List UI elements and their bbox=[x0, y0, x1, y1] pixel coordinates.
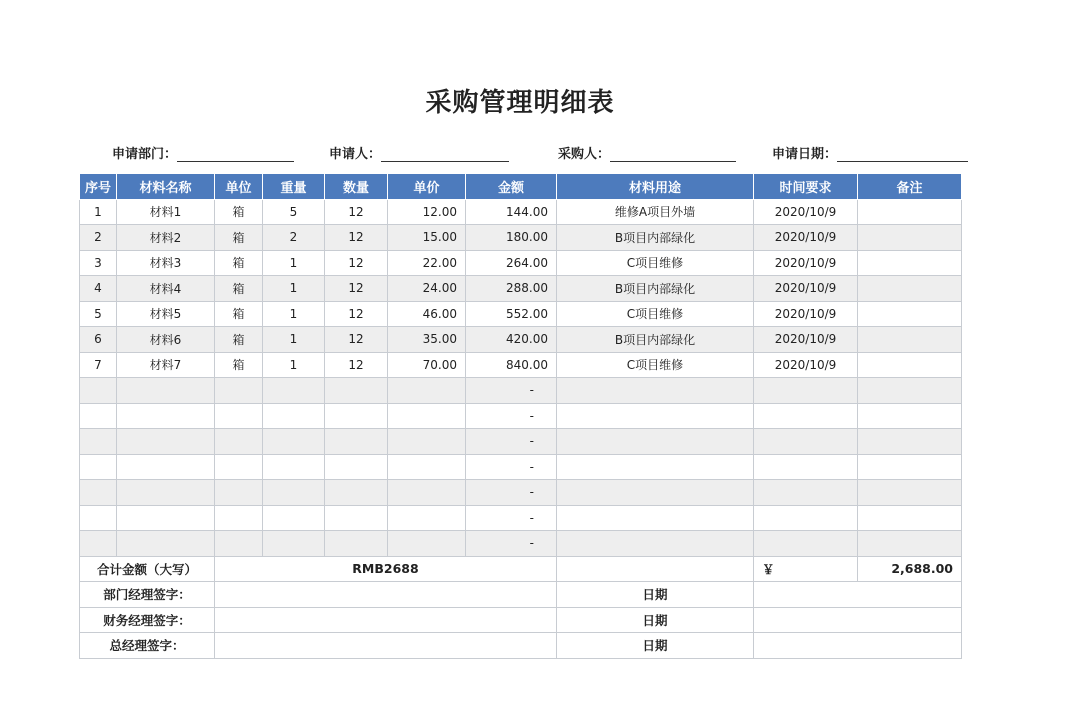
cell-material-name[interactable]: 材料5 bbox=[117, 301, 215, 327]
signature-label: 总经理签字： bbox=[80, 633, 215, 659]
cell-amount[interactable]: - bbox=[466, 454, 557, 480]
cell-amount[interactable]: 144.00 bbox=[466, 199, 557, 225]
cell-weight[interactable]: 1 bbox=[263, 250, 325, 276]
table-row bbox=[80, 327, 962, 353]
applicant-field[interactable] bbox=[329, 143, 509, 162]
signature-label: 财务经理签字： bbox=[80, 607, 215, 633]
cell-quantity[interactable]: 12 bbox=[325, 276, 388, 302]
cell-deadline[interactable]: 2020/10/9 bbox=[754, 352, 858, 378]
cell-quantity[interactable] bbox=[325, 429, 388, 455]
cell-unit[interactable]: 箱 bbox=[215, 250, 263, 276]
signature-row bbox=[80, 607, 962, 633]
cell-unit[interactable] bbox=[215, 403, 263, 429]
cell-unit-price[interactable] bbox=[388, 480, 466, 506]
cell-remarks[interactable] bbox=[858, 378, 962, 404]
cell-index[interactable] bbox=[80, 531, 117, 557]
cell-index[interactable]: 2 bbox=[80, 225, 117, 251]
cell-unit-price[interactable]: 15.00 bbox=[388, 225, 466, 251]
signature-row bbox=[80, 582, 962, 608]
cell-material-name[interactable]: 材料2 bbox=[117, 225, 215, 251]
cell-unit-price[interactable]: 22.00 bbox=[388, 250, 466, 276]
cell-deadline[interactable] bbox=[754, 429, 858, 455]
header-unit: 单位 bbox=[215, 174, 263, 200]
cell-deadline[interactable]: 2020/10/9 bbox=[754, 327, 858, 353]
cell-quantity[interactable] bbox=[325, 454, 388, 480]
table-row bbox=[80, 480, 962, 506]
cell-amount[interactable]: 288.00 bbox=[466, 276, 557, 302]
cell-unit-price[interactable] bbox=[388, 531, 466, 557]
cell-remarks[interactable] bbox=[858, 403, 962, 429]
cell-unit[interactable] bbox=[215, 480, 263, 506]
header-remarks: 备注 bbox=[858, 174, 962, 200]
table-row bbox=[80, 429, 962, 455]
cell-unit-price[interactable]: 35.00 bbox=[388, 327, 466, 353]
cell-material-name[interactable] bbox=[117, 403, 215, 429]
cell-purpose[interactable] bbox=[557, 480, 754, 506]
cell-purpose[interactable]: B项目内部绿化 bbox=[557, 225, 754, 251]
currency-symbol: ￥ bbox=[754, 556, 858, 582]
cell-unit-price[interactable]: 46.00 bbox=[388, 301, 466, 327]
cell-amount[interactable]: - bbox=[466, 480, 557, 506]
cell-remarks[interactable] bbox=[858, 250, 962, 276]
cell-purpose[interactable] bbox=[557, 454, 754, 480]
cell-material-name[interactable]: 材料7 bbox=[117, 352, 215, 378]
cell-purpose[interactable]: C项目维修 bbox=[557, 301, 754, 327]
header-material-name: 材料名称 bbox=[117, 174, 215, 200]
cell-remarks[interactable] bbox=[858, 301, 962, 327]
cell-purpose[interactable]: C项目维修 bbox=[557, 352, 754, 378]
table-row bbox=[80, 276, 962, 302]
cell-material-name[interactable] bbox=[117, 378, 215, 404]
cell-index[interactable]: 7 bbox=[80, 352, 117, 378]
cell-material-name[interactable]: 材料3 bbox=[117, 250, 215, 276]
signature-field[interactable] bbox=[215, 582, 557, 608]
cell-quantity[interactable] bbox=[325, 505, 388, 531]
cell-deadline[interactable]: 2020/10/9 bbox=[754, 250, 858, 276]
header-index: 序号 bbox=[80, 174, 117, 200]
table-row bbox=[80, 225, 962, 251]
cell-unit-price[interactable] bbox=[388, 505, 466, 531]
header-unit-price: 单价 bbox=[388, 174, 466, 200]
table-row bbox=[80, 454, 962, 480]
cell-quantity[interactable]: 12 bbox=[325, 225, 388, 251]
table-row bbox=[80, 403, 962, 429]
header-deadline: 时间要求 bbox=[754, 174, 858, 200]
cell-quantity[interactable]: 12 bbox=[325, 301, 388, 327]
header-purpose: 材料用途 bbox=[557, 174, 754, 200]
cell-amount[interactable]: - bbox=[466, 378, 557, 404]
cell-quantity[interactable]: 12 bbox=[325, 250, 388, 276]
cell-material-name[interactable]: 材料4 bbox=[117, 276, 215, 302]
cell-purpose[interactable] bbox=[557, 403, 754, 429]
table-row bbox=[80, 531, 962, 557]
cell-deadline[interactable]: 2020/10/9 bbox=[754, 276, 858, 302]
cell-remarks[interactable] bbox=[858, 199, 962, 225]
cell-weight[interactable] bbox=[263, 505, 325, 531]
cell-index[interactable] bbox=[80, 454, 117, 480]
cell-weight[interactable] bbox=[263, 480, 325, 506]
applicant-blank[interactable] bbox=[381, 147, 509, 162]
cell-purpose[interactable]: C项目维修 bbox=[557, 250, 754, 276]
cell-unit-price[interactable] bbox=[388, 429, 466, 455]
cell-weight[interactable] bbox=[263, 429, 325, 455]
cell-material-name[interactable]: 材料6 bbox=[117, 327, 215, 353]
applicant-label: 申请人： bbox=[329, 147, 382, 162]
cell-index[interactable] bbox=[80, 378, 117, 404]
date-field[interactable] bbox=[772, 143, 968, 162]
cell-amount[interactable]: - bbox=[466, 429, 557, 455]
cell-unit[interactable] bbox=[215, 378, 263, 404]
cell-index[interactable] bbox=[80, 480, 117, 506]
cell-quantity[interactable]: 12 bbox=[325, 352, 388, 378]
header-amount: 金额 bbox=[466, 174, 557, 200]
cell-unit[interactable]: 箱 bbox=[215, 276, 263, 302]
table-row bbox=[80, 301, 962, 327]
cell-remarks[interactable] bbox=[858, 352, 962, 378]
total-label: 合计金额（大写） bbox=[80, 556, 215, 582]
cell-unit[interactable]: 箱 bbox=[215, 352, 263, 378]
cell-amount[interactable]: - bbox=[466, 531, 557, 557]
cell-weight[interactable]: 1 bbox=[263, 327, 325, 353]
table-row bbox=[80, 378, 962, 404]
cell-material-name[interactable] bbox=[117, 505, 215, 531]
cell-unit[interactable]: 箱 bbox=[215, 301, 263, 327]
signature-date-label: 日期 bbox=[557, 582, 754, 608]
cell-remarks[interactable] bbox=[858, 429, 962, 455]
cell-purpose[interactable]: B项目内部绿化 bbox=[557, 327, 754, 353]
table-header-row bbox=[80, 174, 962, 200]
cell-remarks[interactable] bbox=[858, 480, 962, 506]
cell-remarks[interactable] bbox=[858, 505, 962, 531]
cell-index[interactable]: 6 bbox=[80, 327, 117, 353]
header-quantity: 数量 bbox=[325, 174, 388, 200]
cell-weight[interactable]: 1 bbox=[263, 301, 325, 327]
cell-unit-price[interactable] bbox=[388, 454, 466, 480]
cell-deadline[interactable] bbox=[754, 403, 858, 429]
cell-unit[interactable]: 箱 bbox=[215, 327, 263, 353]
dept-field[interactable] bbox=[112, 143, 294, 162]
table-row bbox=[80, 352, 962, 378]
cell-material-name[interactable] bbox=[117, 454, 215, 480]
cell-remarks[interactable] bbox=[858, 276, 962, 302]
total-words[interactable]: RMB2688 bbox=[215, 556, 557, 582]
cell-unit[interactable] bbox=[215, 429, 263, 455]
cell-amount[interactable]: 840.00 bbox=[466, 352, 557, 378]
cell-unit-price[interactable]: 24.00 bbox=[388, 276, 466, 302]
cell-weight[interactable] bbox=[263, 378, 325, 404]
cell-purpose[interactable] bbox=[557, 429, 754, 455]
cell-deadline[interactable] bbox=[754, 505, 858, 531]
table-row bbox=[80, 505, 962, 531]
cell-unit[interactable]: 箱 bbox=[215, 199, 263, 225]
date-blank[interactable] bbox=[837, 147, 968, 162]
cell-amount[interactable]: - bbox=[466, 403, 557, 429]
cell-weight[interactable]: 1 bbox=[263, 352, 325, 378]
cell-weight[interactable]: 2 bbox=[263, 225, 325, 251]
cell-unit[interactable] bbox=[215, 531, 263, 557]
cell-weight[interactable] bbox=[263, 454, 325, 480]
cell-weight[interactable]: 1 bbox=[263, 276, 325, 302]
cell-weight[interactable] bbox=[263, 531, 325, 557]
cell-material-name[interactable]: 材料1 bbox=[117, 199, 215, 225]
total-spacer bbox=[557, 556, 754, 582]
buyer-field[interactable] bbox=[558, 143, 736, 162]
signature-date-field[interactable] bbox=[754, 582, 962, 608]
cell-index[interactable]: 4 bbox=[80, 276, 117, 302]
cell-quantity[interactable] bbox=[325, 531, 388, 557]
cell-quantity[interactable] bbox=[325, 480, 388, 506]
cell-deadline[interactable] bbox=[754, 378, 858, 404]
cell-unit-price[interactable]: 12.00 bbox=[388, 199, 466, 225]
signature-date-label: 日期 bbox=[557, 633, 754, 659]
cell-remarks[interactable] bbox=[858, 225, 962, 251]
cell-index[interactable] bbox=[80, 429, 117, 455]
header-weight: 重量 bbox=[263, 174, 325, 200]
cell-index[interactable]: 3 bbox=[80, 250, 117, 276]
cell-amount[interactable]: 180.00 bbox=[466, 225, 557, 251]
signature-field[interactable] bbox=[215, 633, 557, 659]
cell-deadline[interactable]: 2020/10/9 bbox=[754, 301, 858, 327]
cell-deadline[interactable]: 2020/10/9 bbox=[754, 199, 858, 225]
cell-amount[interactable]: 420.00 bbox=[466, 327, 557, 353]
cell-weight[interactable] bbox=[263, 403, 325, 429]
cell-material-name[interactable] bbox=[117, 480, 215, 506]
cell-purpose[interactable] bbox=[557, 505, 754, 531]
cell-amount[interactable]: - bbox=[466, 505, 557, 531]
signature-row bbox=[80, 633, 962, 659]
cell-unit-price[interactable]: 70.00 bbox=[388, 352, 466, 378]
cell-deadline[interactable] bbox=[754, 531, 858, 557]
cell-deadline[interactable] bbox=[754, 480, 858, 506]
cell-purpose[interactable] bbox=[557, 378, 754, 404]
cell-unit[interactable]: 箱 bbox=[215, 225, 263, 251]
cell-quantity[interactable] bbox=[325, 403, 388, 429]
cell-amount[interactable]: 552.00 bbox=[466, 301, 557, 327]
cell-index[interactable]: 5 bbox=[80, 301, 117, 327]
cell-material-name[interactable] bbox=[117, 429, 215, 455]
cell-unit[interactable] bbox=[215, 505, 263, 531]
buyer-label: 采购人： bbox=[558, 147, 611, 162]
dept-blank[interactable] bbox=[177, 147, 294, 162]
buyer-blank[interactable] bbox=[610, 147, 736, 162]
cell-deadline[interactable]: 2020/10/9 bbox=[754, 225, 858, 251]
page-title: 采购管理明细表 bbox=[425, 88, 615, 118]
cell-index[interactable]: 1 bbox=[80, 199, 117, 225]
table-row bbox=[80, 250, 962, 276]
cell-quantity[interactable]: 12 bbox=[325, 327, 388, 353]
cell-remarks[interactable] bbox=[858, 327, 962, 353]
purchase-table bbox=[79, 173, 962, 659]
cell-unit[interactable] bbox=[215, 454, 263, 480]
cell-material-name[interactable] bbox=[117, 531, 215, 557]
cell-quantity[interactable] bbox=[325, 378, 388, 404]
cell-index[interactable] bbox=[80, 505, 117, 531]
total-amount[interactable]: 2,688.00 bbox=[858, 556, 962, 582]
cell-deadline[interactable] bbox=[754, 454, 858, 480]
date-label: 申请日期： bbox=[772, 147, 838, 162]
dept-label: 申请部门： bbox=[112, 147, 178, 162]
table-row bbox=[80, 199, 962, 225]
signature-date-field[interactable] bbox=[754, 607, 962, 633]
signature-field[interactable] bbox=[215, 607, 557, 633]
cell-unit-price[interactable] bbox=[388, 403, 466, 429]
signature-date-label: 日期 bbox=[557, 607, 754, 633]
cell-purpose[interactable]: B项目内部绿化 bbox=[557, 276, 754, 302]
cell-quantity[interactable]: 12 bbox=[325, 199, 388, 225]
cell-amount[interactable]: 264.00 bbox=[466, 250, 557, 276]
total-row bbox=[80, 556, 962, 582]
cell-index[interactable] bbox=[80, 403, 117, 429]
cell-purpose[interactable] bbox=[557, 531, 754, 557]
cell-remarks[interactable] bbox=[858, 454, 962, 480]
cell-remarks[interactable] bbox=[858, 531, 962, 557]
cell-weight[interactable]: 5 bbox=[263, 199, 325, 225]
signature-date-field[interactable] bbox=[754, 633, 962, 659]
cell-purpose[interactable]: 维修A项目外墙 bbox=[557, 199, 754, 225]
signature-label: 部门经理签字： bbox=[80, 582, 215, 608]
cell-unit-price[interactable] bbox=[388, 378, 466, 404]
